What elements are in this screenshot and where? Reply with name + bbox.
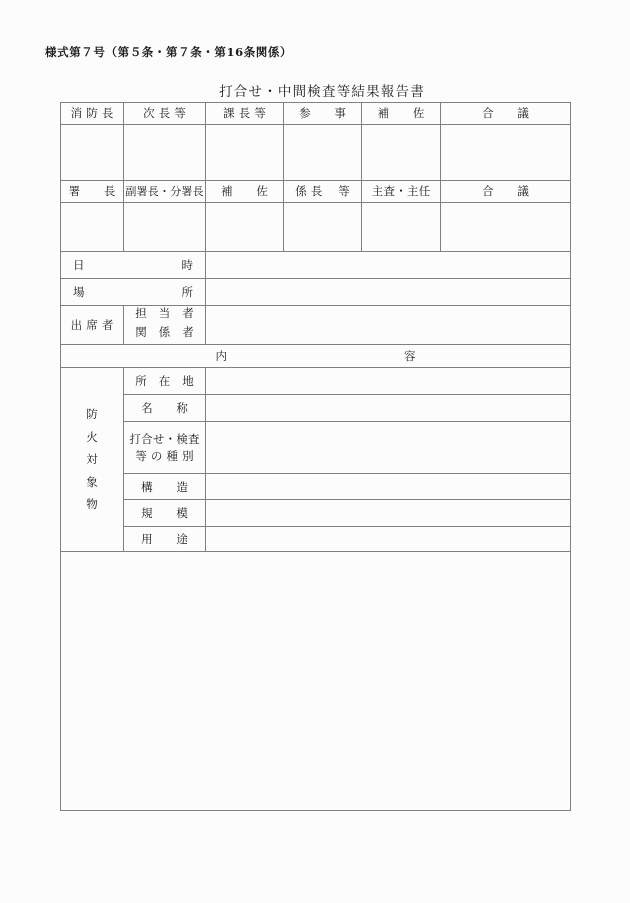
approval-header-row-1 xyxy=(61,103,571,125)
fire-object-char-4: 象 xyxy=(86,474,98,489)
approval-stamp-cell[interactable] xyxy=(284,203,362,252)
fire-object-name-label: 名 称 xyxy=(141,401,189,416)
approval-header-label: 署 長 xyxy=(68,184,116,199)
approval-header-label: 合 議 xyxy=(482,184,530,199)
approval-header-label: 次 長 等 xyxy=(143,106,187,121)
approval-signature-row-2 xyxy=(61,203,571,252)
fire-object-scale-label: 規 模 xyxy=(141,506,189,521)
approval-header-cell xyxy=(362,103,441,125)
form-number: 様式第７号（第５条・第７条・第16条関係） xyxy=(45,45,293,59)
fire-object-type-label-line2: 等 の 種 別 xyxy=(135,448,194,463)
place-value-field[interactable] xyxy=(206,279,571,306)
fire-object-row-usage xyxy=(61,527,571,552)
approval-stamp-cell[interactable] xyxy=(284,125,362,181)
fire-object-char-2: 火 xyxy=(86,429,98,444)
fire-object-location-label-cell xyxy=(124,368,206,395)
fire-object-type-label-cell xyxy=(124,422,206,474)
approval-header-label: 主査・主任 xyxy=(371,184,431,199)
approval-header-cell xyxy=(362,181,441,203)
place-label: 場 xyxy=(73,284,85,299)
approval-stamp-cell[interactable] xyxy=(206,125,284,181)
attendees-value-field[interactable] xyxy=(206,306,571,345)
approval-header-cell xyxy=(284,103,362,125)
approval-header-label: 消 防 長 xyxy=(70,106,114,121)
place-label-2: 所 xyxy=(181,284,193,299)
fire-object-vertical-label-cell xyxy=(61,368,124,552)
approval-stamp-cell[interactable] xyxy=(124,203,206,252)
attendees-staff-label-cell xyxy=(124,306,206,321)
attendees-row-staff xyxy=(61,306,571,321)
approval-header-label: 課 長 等 xyxy=(223,106,267,121)
approval-stamp-cell[interactable] xyxy=(61,125,124,181)
content-header-cell xyxy=(61,345,571,368)
place-row xyxy=(61,279,571,306)
approval-stamp-cell[interactable] xyxy=(362,203,441,252)
approval-stamp-cell[interactable] xyxy=(61,203,124,252)
approval-stamp-cell[interactable] xyxy=(441,125,571,181)
fire-object-row-structure xyxy=(61,474,571,500)
fire-object-type-value-field[interactable] xyxy=(206,422,571,474)
approval-header-label: 補 佐 xyxy=(221,184,269,199)
approval-header-cell xyxy=(441,181,571,203)
approval-header-cell xyxy=(61,181,124,203)
approval-stamp-cell[interactable] xyxy=(206,203,284,252)
datetime-row xyxy=(61,252,571,279)
attendees-label: 出 席 者 xyxy=(70,318,114,332)
approval-header-cell xyxy=(61,103,124,125)
approval-header-cell xyxy=(124,181,206,203)
fire-object-row-scale xyxy=(61,500,571,527)
attendees-staff-label: 担 当 者 xyxy=(135,306,194,320)
fire-object-structure-label: 構 造 xyxy=(141,479,189,494)
fire-object-structure-value-field[interactable] xyxy=(206,474,571,500)
fire-object-char-5: 物 xyxy=(86,497,98,512)
fire-object-usage-label: 用 途 xyxy=(141,532,189,547)
notes-area-field[interactable] xyxy=(61,552,571,811)
datetime-value-field[interactable] xyxy=(206,252,571,279)
approval-header-label: 補 佐 xyxy=(377,106,425,121)
fire-object-char-1: 防 xyxy=(86,407,98,422)
approval-header-cell xyxy=(206,181,284,203)
fire-object-usage-label-cell xyxy=(124,527,206,552)
fire-object-row-location xyxy=(61,368,571,395)
fire-object-scale-label-cell xyxy=(124,500,206,527)
fire-object-usage-value-field[interactable] xyxy=(206,527,571,552)
attendees-related-label-cell xyxy=(124,320,206,345)
approval-header-cell xyxy=(124,103,206,125)
page-title: 打合せ・中間検査等結果報告書 xyxy=(219,84,425,100)
approval-stamp-cell[interactable] xyxy=(441,203,571,252)
approval-header-label: 係 長 等 xyxy=(295,184,350,199)
approval-stamp-cell[interactable] xyxy=(124,125,206,181)
approval-header-cell xyxy=(441,103,571,125)
fire-object-name-label-cell xyxy=(124,395,206,422)
fire-object-scale-value-field[interactable] xyxy=(206,500,571,527)
notes-row xyxy=(61,552,571,811)
datetime-label-2: 時 xyxy=(181,257,193,272)
place-label-cell xyxy=(61,279,206,306)
fire-object-name-value-field[interactable] xyxy=(206,395,571,422)
fire-object-type-label-line1: 打合せ・検査 xyxy=(129,432,200,447)
approval-signature-row-1 xyxy=(61,125,571,181)
fire-object-row-type xyxy=(61,422,571,474)
approval-header-cell xyxy=(284,181,362,203)
approval-header-row-2 xyxy=(61,181,571,203)
approval-header-label: 合 議 xyxy=(482,106,530,121)
fire-object-char-3: 対 xyxy=(86,452,98,467)
attendees-label-cell xyxy=(61,306,124,345)
approval-header-cell xyxy=(206,103,284,125)
approval-header-label: 副署長・分署長 xyxy=(125,184,204,198)
datetime-label-cell xyxy=(61,252,206,279)
fire-object-structure-label-cell xyxy=(124,474,206,500)
fire-object-location-label: 所 在 地 xyxy=(135,374,194,389)
fire-object-location-value-field[interactable] xyxy=(206,368,571,395)
approval-stamp-cell[interactable] xyxy=(362,125,441,181)
content-header-label: 内 容 xyxy=(215,349,499,364)
fire-object-row-name xyxy=(61,395,571,422)
attendees-related-label: 関 係 者 xyxy=(135,325,194,340)
approval-header-label: 参 事 xyxy=(299,106,347,121)
report-form-table xyxy=(60,102,571,811)
content-header-row xyxy=(61,345,571,368)
datetime-label: 日 xyxy=(73,257,85,272)
